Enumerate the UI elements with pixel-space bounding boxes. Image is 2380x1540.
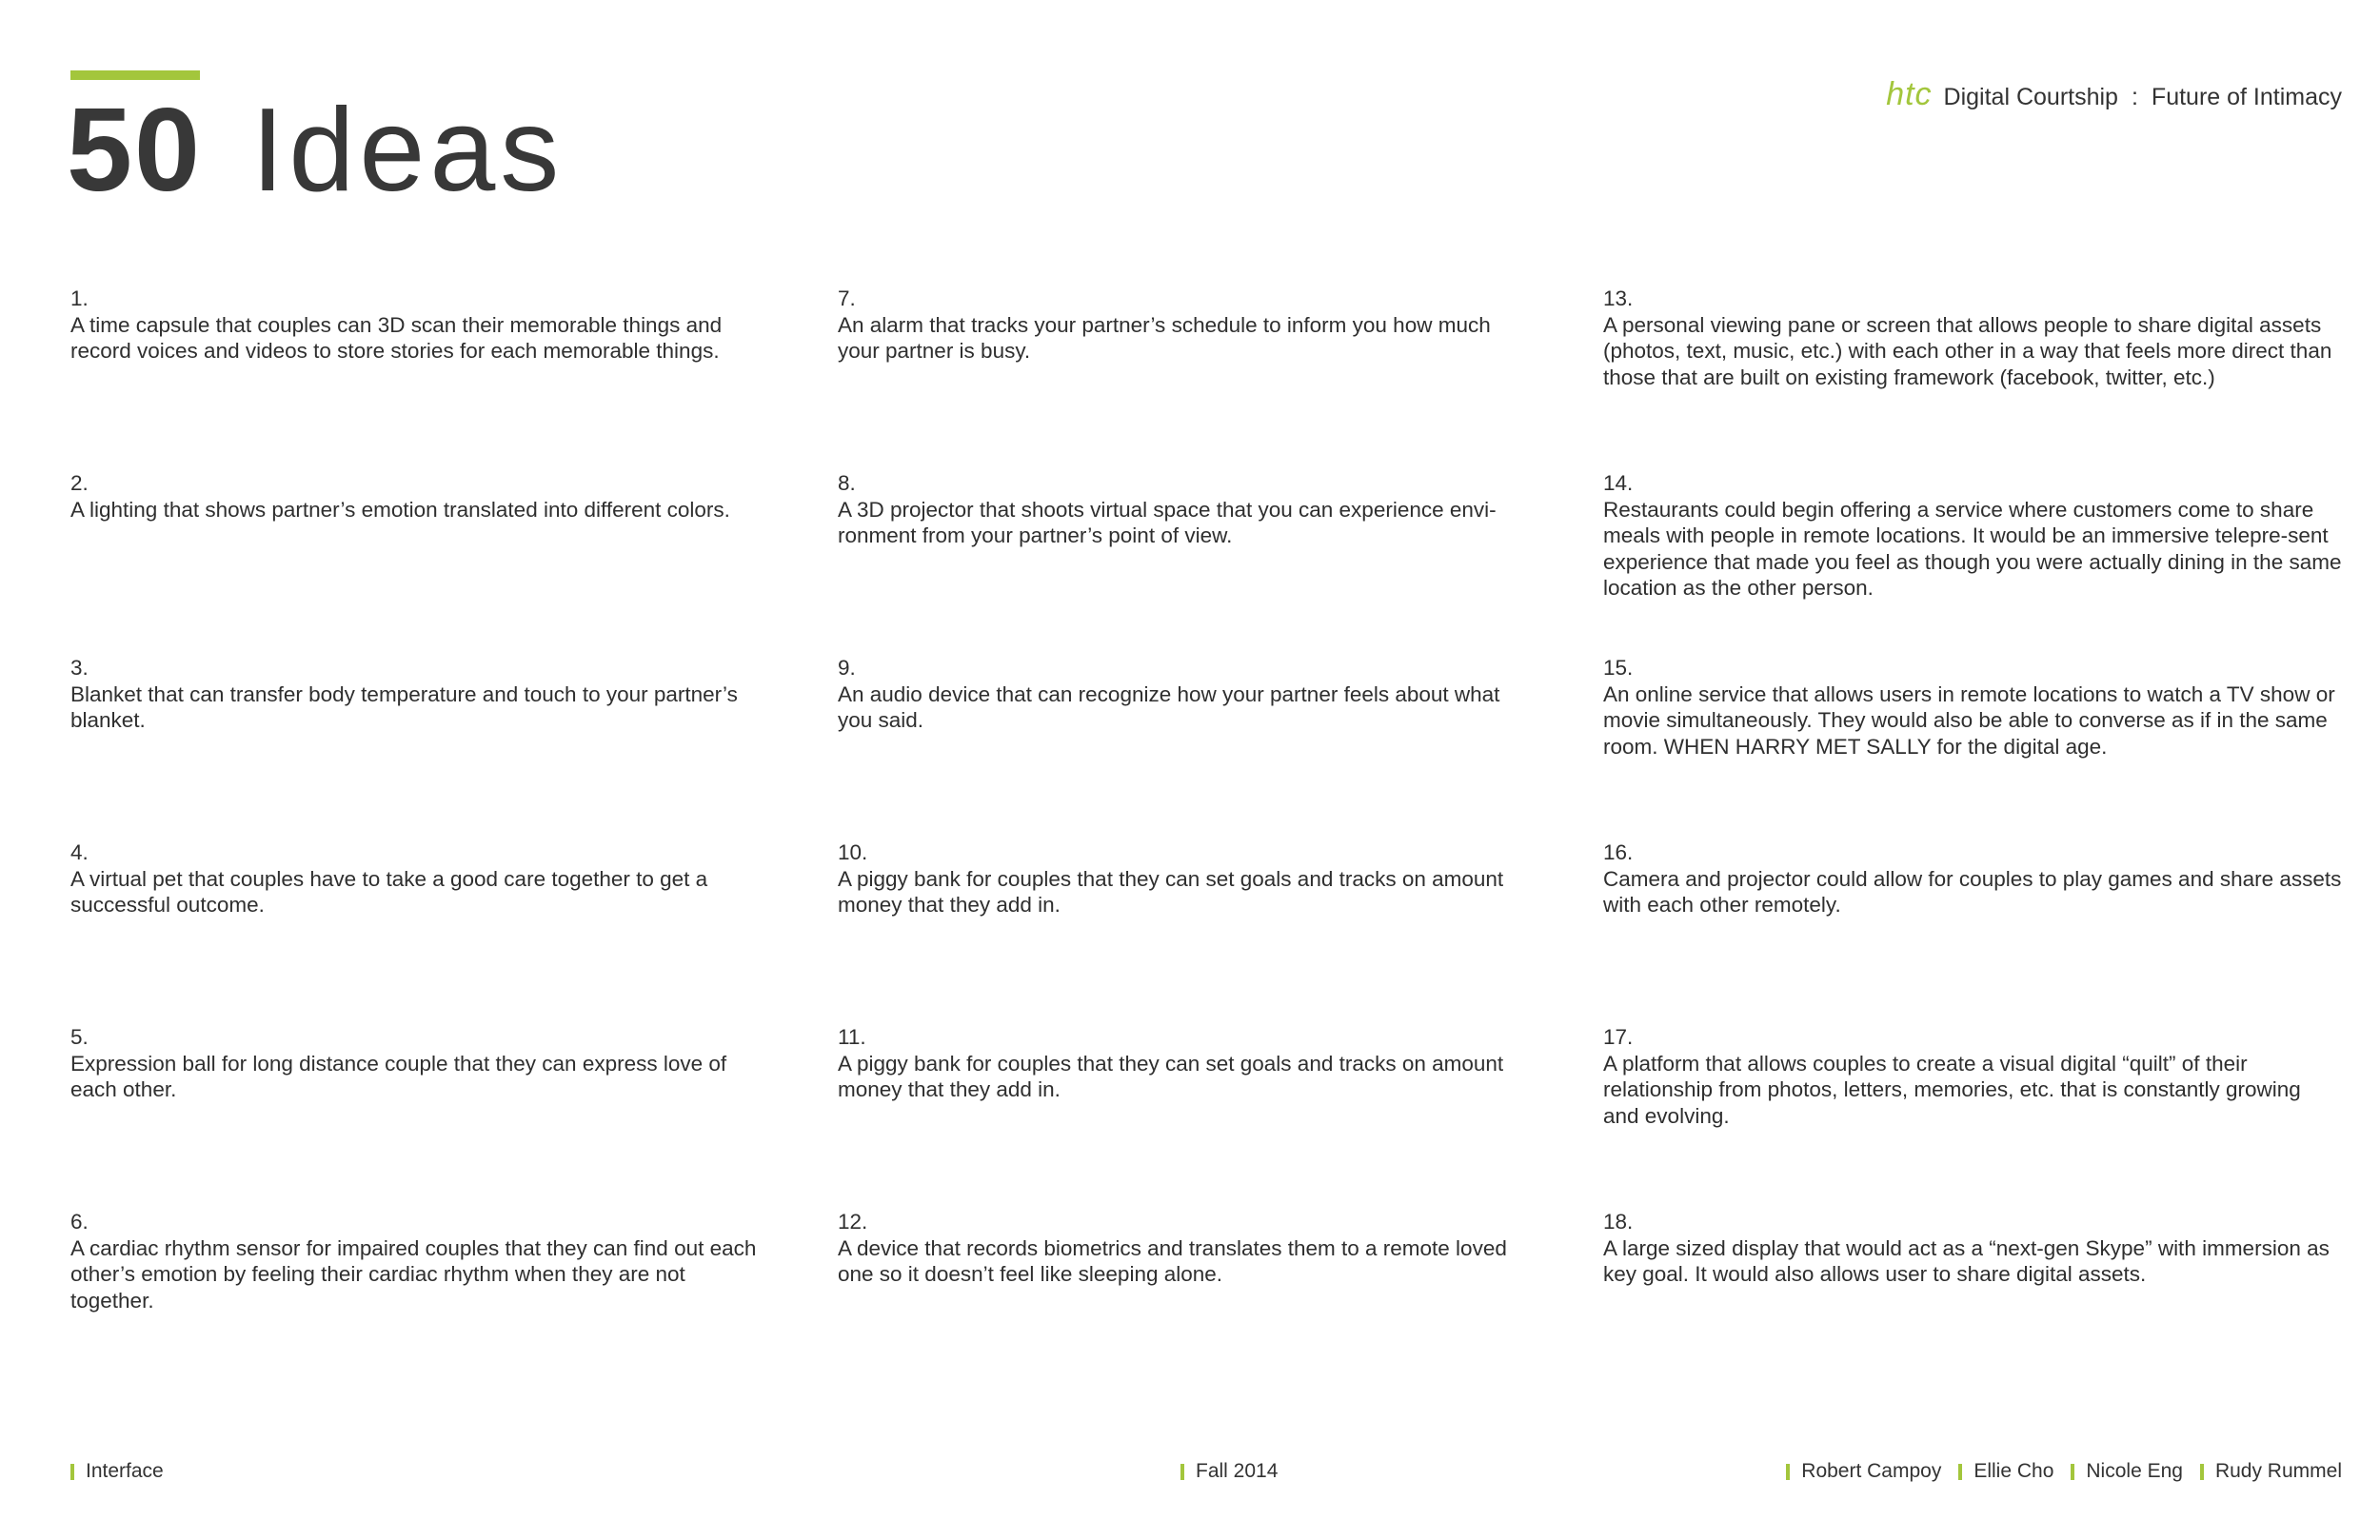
idea-item (1603, 1209, 2342, 1288)
idea-text: A piggy bank for couples that they can set goals and tracks on amount money that they add in. (838, 866, 1504, 917)
idea-text: Blanket that can transfer body temperature and touch to your partner’s blanket. (70, 681, 738, 732)
idea-text: Expression ball for long distance couple that they can express love of each other. (70, 1051, 727, 1101)
idea-text: Camera and projector could allow for couples to play games and share assets with each other remotely. (1603, 866, 2342, 917)
idea-text: Restaurants could begin offering a service where customers come to share meals with people in remote locations. It would be an immersive telepre-sent experience that made you feel as though you were actually dining in the same location as the other person. (1603, 497, 2342, 600)
idea-text: A time capsule that couples can 3D scan their memorable things and record voices and videos to store stories for each memorable things. (70, 312, 723, 363)
footer-term-label: Fall 2014 (1196, 1460, 1279, 1482)
htc-logo: htc (1886, 76, 1933, 112)
idea-text: A platform that allows couples to create a visual digital “quilt” of their relationship from photos, letters, memories, etc. that is constantly growing and evolving. (1603, 1051, 2301, 1128)
author-name: Rudy Rummel (2214, 1460, 2342, 1482)
idea-number: 4. (70, 840, 89, 864)
author-name: Ellie Cho (1973, 1460, 2054, 1482)
idea-number: 16. (1603, 840, 1634, 864)
idea-item (1603, 1024, 2342, 1129)
idea-text: A personal viewing pane or screen that allows people to share digital assets (photos, text, music, etc.) with each other in a way that feels more direct than those that are built on existing framework (facebook, twitter, etc.) (1603, 312, 2332, 389)
idea-number: 18. (1603, 1210, 1634, 1234)
footer-author (1786, 1460, 1941, 1483)
footer-tick-icon (1786, 1464, 1790, 1480)
idea-number: 10. (838, 840, 868, 864)
idea-item (1603, 286, 2342, 390)
author-name: Nicole Eng (2086, 1460, 2183, 1482)
idea-number: 3. (70, 656, 89, 680)
idea-number: 1. (70, 286, 89, 310)
footer-term (1180, 1460, 1278, 1483)
footer-author (1958, 1460, 2053, 1483)
idea-text: A cardiac rhythm sensor for impaired couples that they can find out each other’s emotion by feeling their cardiac rhythm when they are not together. (70, 1235, 757, 1313)
idea-item (838, 839, 1533, 918)
idea-item (70, 1024, 765, 1103)
footer-tick-icon (2200, 1464, 2204, 1480)
idea-text: A lighting that shows partner’s emotion translated into different colors. (70, 497, 730, 522)
footer-tick-icon (1180, 1464, 1184, 1480)
idea-item (1603, 470, 2342, 602)
idea-number: 9. (838, 656, 856, 680)
idea-item (1603, 655, 2342, 760)
footer-tick-icon (2071, 1464, 2074, 1480)
footer-course-label: Interface (86, 1460, 164, 1482)
author-name: Robert Campoy (1801, 1460, 1942, 1482)
idea-number: 13. (1603, 286, 1634, 310)
idea-item (70, 655, 765, 734)
idea-item (838, 1024, 1533, 1103)
brand-header (1886, 76, 2342, 113)
idea-item (1603, 839, 2342, 918)
footer-author (2200, 1460, 2342, 1483)
idea-number: 12. (838, 1210, 868, 1234)
idea-item (70, 1209, 765, 1313)
idea-item (70, 470, 765, 523)
idea-number: 7. (838, 286, 856, 310)
idea-number: 2. (70, 471, 89, 495)
idea-number: 8. (838, 471, 856, 495)
footer-tick-icon (70, 1464, 74, 1480)
idea-item (838, 655, 1533, 734)
idea-item (838, 470, 1533, 549)
idea-number: 5. (70, 1025, 89, 1049)
idea-text: A large sized display that would act as a “next-gen Skype” with immersion as key goal. It would also allows user to share digital assets. (1603, 1235, 2330, 1286)
idea-number: 17. (1603, 1025, 1634, 1049)
brand-title: Digital Courtship (1943, 84, 2118, 110)
title-accent-bar (70, 70, 200, 80)
idea-text: A piggy bank for couples that they can set goals and tracks on amount money that they add in. (838, 1051, 1504, 1101)
idea-number: 14. (1603, 471, 1634, 495)
idea-text: An alarm that tracks your partner’s schedule to inform you how much your partner is busy. (838, 312, 1491, 363)
idea-item (70, 839, 765, 918)
footer-author (2071, 1460, 2183, 1483)
footer-tick-icon (1958, 1464, 1962, 1480)
footer-course (70, 1460, 164, 1483)
idea-number: 11. (838, 1025, 866, 1049)
title-word: Ideas (250, 85, 565, 216)
idea-text: An audio device that can recognize how your partner feels about what you said. (838, 681, 1500, 732)
title-number: 50 (67, 85, 202, 216)
idea-text: A device that records biometrics and translates them to a remote loved one so it doesn’t feel like sleeping alone. (838, 1235, 1507, 1286)
page-title (67, 85, 565, 216)
idea-item (838, 1209, 1533, 1288)
idea-item (838, 286, 1533, 365)
idea-text: A virtual pet that couples have to take a good care together to get a successful outcome. (70, 866, 708, 917)
idea-number: 15. (1603, 656, 1634, 680)
idea-number: 6. (70, 1210, 89, 1234)
idea-item (70, 286, 765, 365)
idea-text: A 3D projector that shoots virtual space that you can experience envi-ronment from your partner’s point of view. (838, 497, 1497, 547)
brand-separator: : (2131, 84, 2138, 110)
footer-authors (1769, 1460, 2342, 1483)
idea-text: An online service that allows users in remote locations to watch a TV show or movie simultaneously. They would also be able to converse as if in the same room. WHEN HARRY MET SALLY for the digital age. (1603, 681, 2335, 759)
brand-subtitle: Future of Intimacy (2151, 84, 2342, 110)
